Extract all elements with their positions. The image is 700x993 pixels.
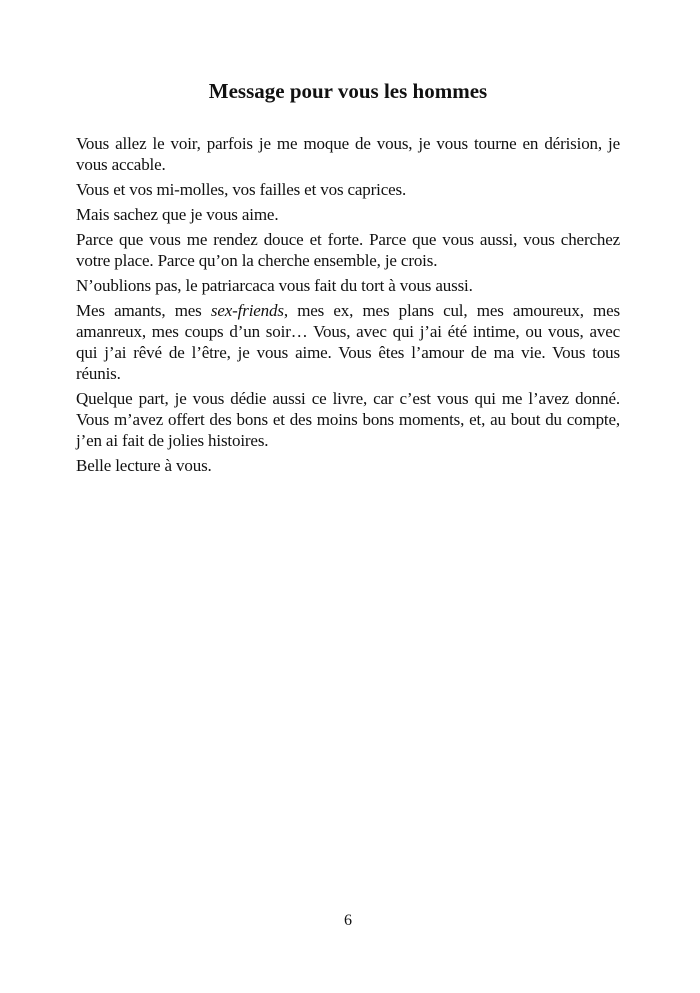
document-page bbox=[76, 0, 620, 993]
paragraph-3: Mais sachez que je vous aime. bbox=[76, 205, 279, 224]
paragraph-5: N’oublions pas, le patriarcaca vous fait du tort à vous aussi. bbox=[76, 276, 473, 295]
paragraph-6-italic: sex-friends bbox=[210, 301, 284, 320]
paragraph-1: Vous allez le voir, parfois je me moque de vous, je vous tourne en dérision, je vous accable. bbox=[76, 134, 620, 174]
paragraph-6-before: Mes amants, mes bbox=[76, 301, 211, 320]
paragraph-6-after: , mes ex, mes plans cul, mes amoureux, mes amanreux, mes coups d’un soir… Vous, avec qui j’ai été intime, ou vous, avec qui j’ai rêvé de l’être, je vous aime. Vous êtes l’amour de ma vie. Vous tous réunis. bbox=[76, 301, 620, 383]
page-number: 6 bbox=[344, 912, 352, 929]
body-text bbox=[76, 133, 620, 480]
paragraph-4: Parce que vous me rendez douce et forte. Parce que vous aussi, vous cherchez votre place. Parce qu’on la cherche ensemble, je crois. bbox=[76, 230, 620, 270]
paragraph-7: Quelque part, je vous dédie aussi ce livre, car c’est vous qui me l’avez donné. Vous m’avez offert des bons et des moins bons moments, et, au bout du compte, j’en ai fait de jolies histoires. bbox=[76, 389, 620, 450]
page-title: Message pour vous les hommes bbox=[208, 79, 488, 103]
paragraph-2: Vous et vos mi-molles, vos failles et vos caprices. bbox=[76, 180, 407, 199]
paragraph-8: Belle lecture à vous. bbox=[76, 456, 212, 475]
paragraph-6 bbox=[76, 300, 620, 384]
